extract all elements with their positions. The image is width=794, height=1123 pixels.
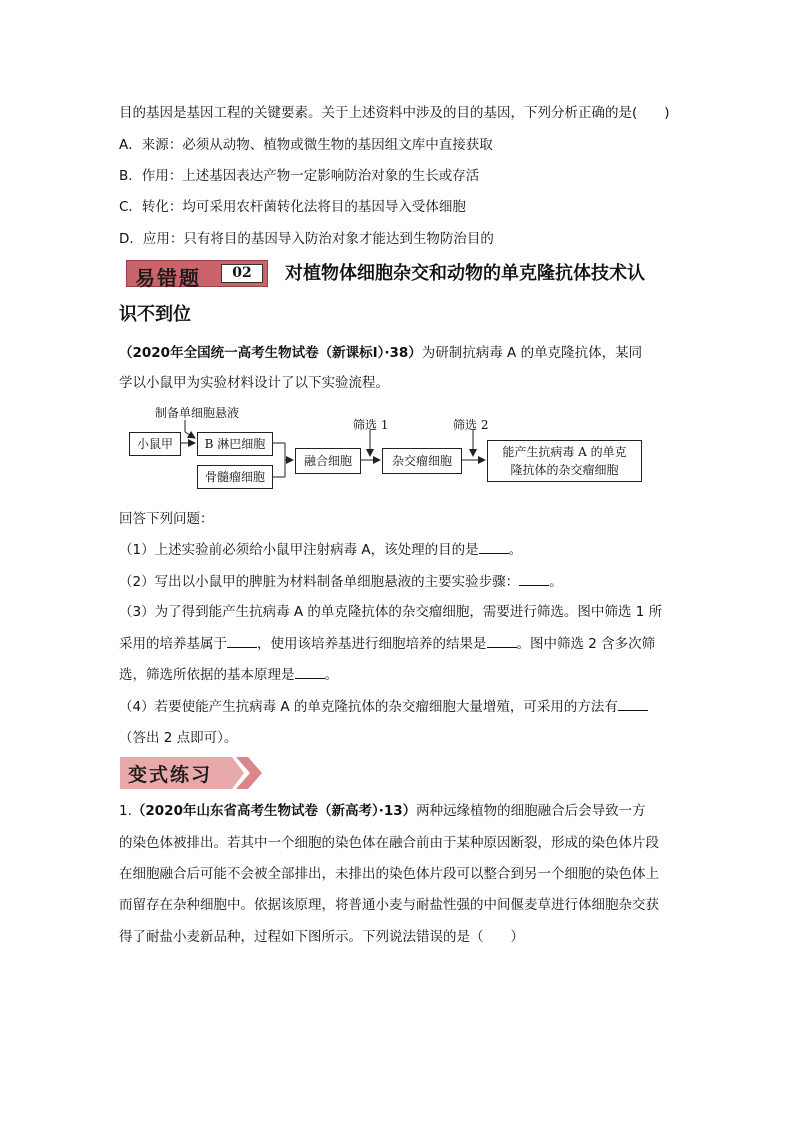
subquestion-3-part3: 。图中筛选 2 含多次筛 (516, 636, 656, 652)
subquestion-2-text: （2）写出以小鼠甲的脾脏为材料制备单细胞悬液的主要实验步骤： (119, 574, 520, 590)
final-hybridoma-box (487, 440, 642, 482)
badge-label: 易错题 (135, 266, 201, 290)
subquestion-3-line3 (119, 665, 338, 685)
badge-number: 02 (221, 264, 263, 283)
answer-prompt: 回答下列问题： (119, 511, 214, 527)
screen-1-label: 筛选 1 (353, 418, 389, 432)
subquestion-1 (119, 540, 522, 560)
practice-number: 1. (119, 803, 132, 819)
screen-2-label: 筛选 2 (453, 418, 489, 432)
question-intro: 目的基因是基因工程的关键要素。关于上述资料中涉及的目的基因，下列分析正确的是( ) (119, 105, 670, 121)
final-box-line1: 能产生抗病毒 A 的单克 (502, 445, 627, 459)
practice-line2: 的染色体被排出。若其中一个细胞的染色体在融合前由于某种原因断裂，形成的染色体片段 (119, 835, 659, 851)
period: 。 (324, 667, 338, 683)
question-stem-line1 (119, 343, 642, 363)
subquestion-4-line1 (119, 697, 648, 717)
practice-line3: 在细胞融合后可能不会被全部排出，未排出的染色体片段可以整合到另一个细胞的染色体上 (119, 866, 659, 882)
subquestion-4-text: （4）若要使能产生抗病毒 A 的单克隆抗体的杂交瘤细胞大量增殖，可采用的方法有 (119, 699, 618, 715)
section-title-line2: 识不到位 (119, 304, 191, 325)
answer-blank[interactable] (487, 634, 517, 648)
subquestion-3-part2: ，使用该培养基进行细胞培养的结果是 (257, 636, 487, 652)
question-source: （2020年全国统一高考生物试卷（新课标Ⅰ）·38） (119, 345, 422, 361)
experiment-flow-diagram (125, 402, 645, 490)
subquestion-3-part4: 选，筛选所依据的基本原理是 (119, 667, 295, 683)
subquestion-3-line1: （3）为了得到能产生抗病毒 A 的单克隆抗体的杂交瘤细胞，需要进行筛选。图中筛选 1 所 (119, 604, 663, 620)
practice-line5: 得了耐盐小麦新品种，过程如下图所示。下列说法错误的是（ ） (119, 929, 524, 945)
subquestion-4-line2: （答出 2 点即可）。 (119, 730, 238, 746)
practice-line4: 而留存在杂种细胞中。依据该原理，将普通小麦与耐盐性强的中间偃麦草进行体细胞杂交获 (119, 897, 659, 913)
practice-source: （2020年山东省高考生物试卷（新高考）·13） (131, 803, 417, 819)
option-b: B．作用：上述基因表达产物一定影响防治对象的生长或存活 (119, 168, 480, 184)
subquestion-2 (119, 572, 563, 592)
answer-blank[interactable] (295, 665, 325, 679)
period: 。 (549, 574, 563, 590)
section-title-line1: 对植物体细胞杂交和动物的单克隆抗体技术认 (285, 263, 645, 284)
option-c: C．转化：均可采用农杆菌转化法将目的基因导入受体细胞 (119, 199, 466, 215)
practice-text-1: 两种远缘植物的细胞融合后会导致一方 (416, 803, 646, 819)
b-cell-box: B 淋巴细胞 (197, 432, 273, 456)
period: 。 (508, 542, 523, 558)
fusion-cell-box: 融合细胞 (295, 448, 361, 474)
answer-blank[interactable] (227, 634, 257, 648)
subquestion-1-text: （1）上述实验前必须给小鼠甲注射病毒 A，该处理的目的是 (119, 542, 479, 558)
question-stem-line2: 学以小鼠甲为实验材料设计了以下实验流程。 (119, 375, 389, 391)
error-topic-badge (126, 260, 268, 290)
mouse-box: 小鼠甲 (129, 432, 181, 456)
answer-blank[interactable] (618, 697, 648, 711)
practice-label: 变式练习 (128, 764, 213, 786)
practice-line1 (119, 801, 646, 821)
myeloma-box: 骨髓瘤细胞 (197, 465, 273, 489)
answer-blank[interactable] (519, 572, 549, 586)
subquestion-3-part1: 采用的培养基属于 (119, 636, 227, 652)
option-a: A．来源：必须从动物、植物或微生物的基因组文库中直接获取 (119, 137, 493, 153)
practice-banner (120, 757, 270, 789)
final-box-line2: 隆抗体的杂交瘤细胞 (510, 463, 619, 477)
prep-suspension-label: 制备单细胞悬液 (155, 406, 240, 420)
hybridoma-box: 杂交瘤细胞 (382, 448, 462, 474)
subquestion-3-line2 (119, 634, 655, 654)
option-d: D．应用：只有将目的基因导入防治对象才能达到生物防治目的 (119, 231, 494, 247)
question-stem-part1: 为研制抗病毒 A 的单克隆抗体，某同 (421, 345, 643, 361)
answer-blank[interactable] (479, 540, 509, 554)
